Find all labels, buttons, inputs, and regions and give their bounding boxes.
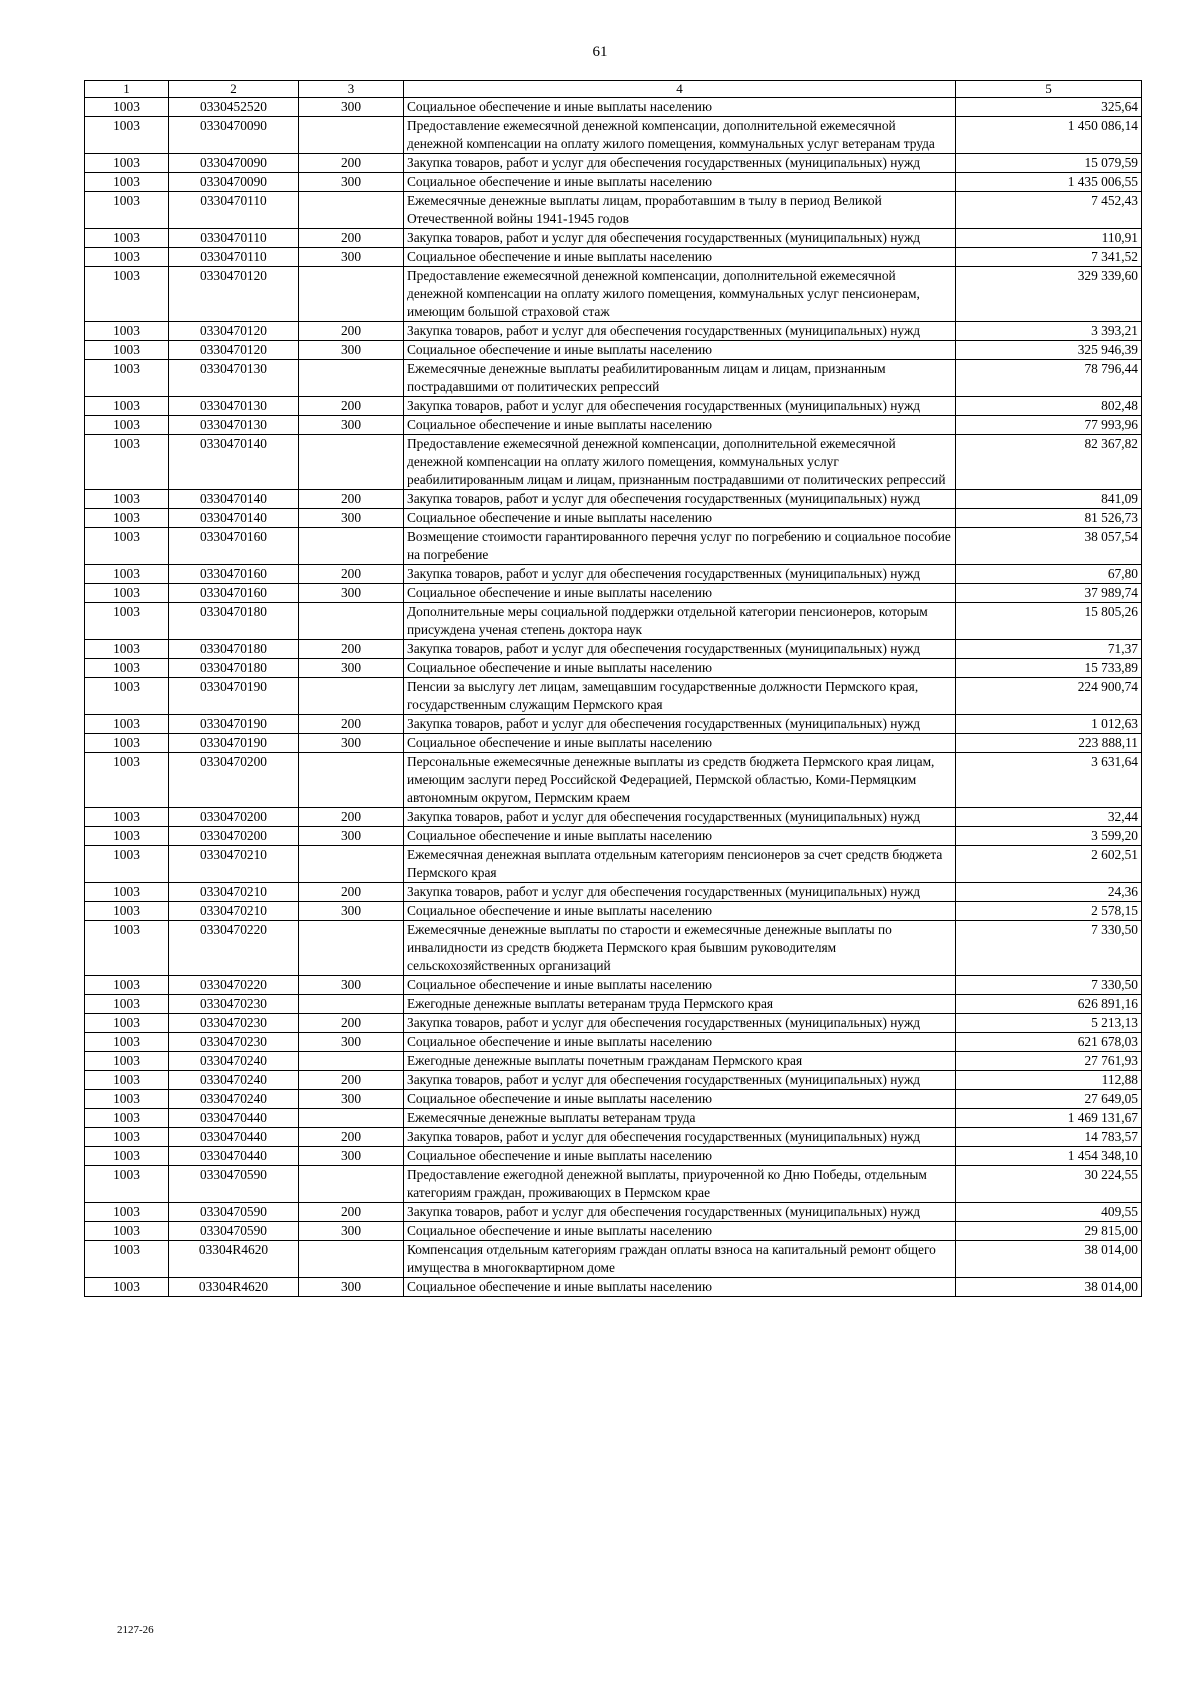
description-cell: Ежемесячные денежные выплаты по старости и ежемесячные денежные выплаты по инвалидности из средств бюджета Пермского края бывшим руководителям сельскохозяйственных организаций bbox=[404, 921, 956, 976]
amount-cell: 29 815,00 bbox=[956, 1222, 1142, 1241]
amount-cell: 626 891,16 bbox=[956, 995, 1142, 1014]
table-row bbox=[85, 734, 1142, 753]
section-cell: 1003 bbox=[85, 584, 169, 603]
amount-cell: 325,64 bbox=[956, 98, 1142, 117]
amount-cell: 224 900,74 bbox=[956, 678, 1142, 715]
section-cell: 1003 bbox=[85, 1014, 169, 1033]
section-cell: 1003 bbox=[85, 267, 169, 322]
target-code-cell: 0330470120 bbox=[169, 267, 299, 322]
expense-type-cell bbox=[299, 192, 404, 229]
amount-cell: 7 330,50 bbox=[956, 921, 1142, 976]
description-cell: Социальное обеспечение и иные выплаты населению bbox=[404, 734, 956, 753]
expense-type-cell: 300 bbox=[299, 98, 404, 117]
section-cell: 1003 bbox=[85, 528, 169, 565]
expense-type-cell: 300 bbox=[299, 1222, 404, 1241]
description-cell: Закупка товаров, работ и услуг для обеспечения государственных (муниципальных) нужд bbox=[404, 397, 956, 416]
expense-type-cell: 300 bbox=[299, 1278, 404, 1297]
column-header: 3 bbox=[299, 81, 404, 98]
description-cell: Ежемесячная денежная выплата отдельным категориям пенсионеров за счет средств бюджета Пермского края bbox=[404, 846, 956, 883]
amount-cell: 30 224,55 bbox=[956, 1166, 1142, 1203]
amount-cell: 38 014,00 bbox=[956, 1241, 1142, 1278]
expense-type-cell: 200 bbox=[299, 1014, 404, 1033]
target-code-cell: 0330470110 bbox=[169, 192, 299, 229]
description-cell: Социальное обеспечение и иные выплаты населению bbox=[404, 416, 956, 435]
section-cell: 1003 bbox=[85, 902, 169, 921]
target-code-cell: 0330470200 bbox=[169, 827, 299, 846]
amount-cell: 77 993,96 bbox=[956, 416, 1142, 435]
section-cell: 1003 bbox=[85, 248, 169, 267]
amount-cell: 38 014,00 bbox=[956, 1278, 1142, 1297]
target-code-cell: 0330470230 bbox=[169, 1033, 299, 1052]
table-row bbox=[85, 416, 1142, 435]
table-row bbox=[85, 659, 1142, 678]
description-cell: Социальное обеспечение и иные выплаты населению bbox=[404, 1278, 956, 1297]
target-code-cell: 0330470590 bbox=[169, 1166, 299, 1203]
amount-cell: 38 057,54 bbox=[956, 528, 1142, 565]
target-code-cell: 0330470240 bbox=[169, 1052, 299, 1071]
section-cell: 1003 bbox=[85, 98, 169, 117]
amount-cell: 1 469 131,67 bbox=[956, 1109, 1142, 1128]
description-cell: Предоставление ежемесячной денежной компенсации, дополнительной ежемесячной денежной компенсации на оплату жилого помещения, коммунальных услуг реабилитированным лицам и лицам, признанным пострадавшими от политических репрессий bbox=[404, 435, 956, 490]
table-row bbox=[85, 1090, 1142, 1109]
section-cell: 1003 bbox=[85, 827, 169, 846]
amount-cell: 223 888,11 bbox=[956, 734, 1142, 753]
table-row bbox=[85, 1033, 1142, 1052]
amount-cell: 2 578,15 bbox=[956, 902, 1142, 921]
expense-type-cell bbox=[299, 117, 404, 154]
target-code-cell: 0330470110 bbox=[169, 229, 299, 248]
table-row bbox=[85, 565, 1142, 584]
table-row bbox=[85, 827, 1142, 846]
table-row bbox=[85, 322, 1142, 341]
target-code-cell: 03304R4620 bbox=[169, 1278, 299, 1297]
target-code-cell: 0330470180 bbox=[169, 659, 299, 678]
table-row bbox=[85, 584, 1142, 603]
table-row bbox=[85, 640, 1142, 659]
section-cell: 1003 bbox=[85, 883, 169, 902]
expense-type-cell bbox=[299, 360, 404, 397]
expense-type-cell bbox=[299, 267, 404, 322]
amount-cell: 81 526,73 bbox=[956, 509, 1142, 528]
column-header: 2 bbox=[169, 81, 299, 98]
table-row bbox=[85, 117, 1142, 154]
amount-cell: 7 452,43 bbox=[956, 192, 1142, 229]
table-header-row bbox=[85, 81, 1142, 98]
section-cell: 1003 bbox=[85, 435, 169, 490]
description-cell: Ежемесячные денежные выплаты реабилитированным лицам и лицам, признанным пострадавшими от политических репрессий bbox=[404, 360, 956, 397]
target-code-cell: 0330470590 bbox=[169, 1222, 299, 1241]
expense-type-cell: 300 bbox=[299, 976, 404, 995]
expense-type-cell bbox=[299, 995, 404, 1014]
expense-type-cell bbox=[299, 678, 404, 715]
expense-type-cell bbox=[299, 1109, 404, 1128]
section-cell: 1003 bbox=[85, 565, 169, 584]
amount-cell: 14 783,57 bbox=[956, 1128, 1142, 1147]
section-cell: 1003 bbox=[85, 1033, 169, 1052]
target-code-cell: 0330470180 bbox=[169, 603, 299, 640]
amount-cell: 1 450 086,14 bbox=[956, 117, 1142, 154]
section-cell: 1003 bbox=[85, 808, 169, 827]
section-cell: 1003 bbox=[85, 1278, 169, 1297]
section-cell: 1003 bbox=[85, 678, 169, 715]
amount-cell: 7 341,52 bbox=[956, 248, 1142, 267]
target-code-cell: 0330470090 bbox=[169, 154, 299, 173]
description-cell: Социальное обеспечение и иные выплаты населению bbox=[404, 98, 956, 117]
expense-type-cell: 200 bbox=[299, 229, 404, 248]
table-row bbox=[85, 1166, 1142, 1203]
section-cell: 1003 bbox=[85, 416, 169, 435]
table-row bbox=[85, 995, 1142, 1014]
amount-cell: 1 454 348,10 bbox=[956, 1147, 1142, 1166]
description-cell: Социальное обеспечение и иные выплаты населению bbox=[404, 1033, 956, 1052]
amount-cell: 802,48 bbox=[956, 397, 1142, 416]
expense-type-cell: 200 bbox=[299, 565, 404, 584]
amount-cell: 3 599,20 bbox=[956, 827, 1142, 846]
section-cell: 1003 bbox=[85, 1109, 169, 1128]
target-code-cell: 0330470200 bbox=[169, 808, 299, 827]
expense-type-cell: 200 bbox=[299, 322, 404, 341]
amount-cell: 841,09 bbox=[956, 490, 1142, 509]
description-cell: Социальное обеспечение и иные выплаты населению bbox=[404, 1222, 956, 1241]
expense-type-cell: 300 bbox=[299, 416, 404, 435]
amount-cell: 325 946,39 bbox=[956, 341, 1142, 360]
table-row bbox=[85, 1203, 1142, 1222]
description-cell: Предоставление ежегодной денежной выплаты, приуроченной ко Дню Победы, отдельным категориям граждан, проживающих в Пермском крае bbox=[404, 1166, 956, 1203]
table-body bbox=[85, 98, 1142, 1297]
table-row bbox=[85, 248, 1142, 267]
description-cell: Пенсии за выслугу лет лицам, замещавшим государственные должности Пермского края, государственным служащим Пермского края bbox=[404, 678, 956, 715]
table-row bbox=[85, 678, 1142, 715]
description-cell: Закупка товаров, работ и услуг для обеспечения государственных (муниципальных) нужд bbox=[404, 808, 956, 827]
table-row bbox=[85, 435, 1142, 490]
table-row bbox=[85, 1278, 1142, 1297]
expense-type-cell: 300 bbox=[299, 659, 404, 678]
expense-type-cell: 300 bbox=[299, 584, 404, 603]
description-cell: Закупка товаров, работ и услуг для обеспечения государственных (муниципальных) нужд bbox=[404, 322, 956, 341]
amount-cell: 82 367,82 bbox=[956, 435, 1142, 490]
target-code-cell: 0330470160 bbox=[169, 528, 299, 565]
amount-cell: 1 435 006,55 bbox=[956, 173, 1142, 192]
table-row bbox=[85, 229, 1142, 248]
table-row bbox=[85, 1128, 1142, 1147]
description-cell: Ежегодные денежные выплаты почетным гражданам Пермского края bbox=[404, 1052, 956, 1071]
description-cell: Компенсация отдельным категориям граждан оплаты взноса на капитальный ремонт общего имущества в многоквартирном доме bbox=[404, 1241, 956, 1278]
expense-type-cell: 200 bbox=[299, 715, 404, 734]
description-cell: Социальное обеспечение и иные выплаты населению bbox=[404, 827, 956, 846]
table-row bbox=[85, 509, 1142, 528]
description-cell: Социальное обеспечение и иные выплаты населению bbox=[404, 341, 956, 360]
amount-cell: 112,88 bbox=[956, 1071, 1142, 1090]
description-cell: Закупка товаров, работ и услуг для обеспечения государственных (муниципальных) нужд bbox=[404, 229, 956, 248]
amount-cell: 409,55 bbox=[956, 1203, 1142, 1222]
section-cell: 1003 bbox=[85, 1071, 169, 1090]
table-row bbox=[85, 267, 1142, 322]
footer-code: 2127-26 bbox=[117, 1624, 154, 1636]
table-row bbox=[85, 173, 1142, 192]
expense-type-cell: 300 bbox=[299, 902, 404, 921]
target-code-cell: 0330470190 bbox=[169, 734, 299, 753]
target-code-cell: 0330470590 bbox=[169, 1203, 299, 1222]
description-cell: Ежегодные денежные выплаты ветеранам труда Пермского края bbox=[404, 995, 956, 1014]
section-cell: 1003 bbox=[85, 1052, 169, 1071]
target-code-cell: 0330470180 bbox=[169, 640, 299, 659]
description-cell: Социальное обеспечение и иные выплаты населению bbox=[404, 1090, 956, 1109]
target-code-cell: 0330452520 bbox=[169, 98, 299, 117]
target-code-cell: 0330470140 bbox=[169, 509, 299, 528]
table-row bbox=[85, 1109, 1142, 1128]
target-code-cell: 0330470230 bbox=[169, 995, 299, 1014]
expense-type-cell: 300 bbox=[299, 341, 404, 360]
expense-type-cell: 200 bbox=[299, 640, 404, 659]
section-cell: 1003 bbox=[85, 117, 169, 154]
table-row bbox=[85, 902, 1142, 921]
section-cell: 1003 bbox=[85, 995, 169, 1014]
expense-type-cell bbox=[299, 528, 404, 565]
amount-cell: 71,37 bbox=[956, 640, 1142, 659]
amount-cell: 110,91 bbox=[956, 229, 1142, 248]
section-cell: 1003 bbox=[85, 1241, 169, 1278]
target-code-cell: 0330470240 bbox=[169, 1090, 299, 1109]
expense-type-cell: 200 bbox=[299, 154, 404, 173]
description-cell: Предоставление ежемесячной денежной компенсации, дополнительной ежемесячной денежной компенсации на оплату жилого помещения, коммунальных услуг ветеранам труда bbox=[404, 117, 956, 154]
table-row bbox=[85, 603, 1142, 640]
amount-cell: 67,80 bbox=[956, 565, 1142, 584]
amount-cell: 2 602,51 bbox=[956, 846, 1142, 883]
description-cell: Ежемесячные денежные выплаты лицам, проработавшим в тылу в период Великой Отечественной войны 1941-1945 годов bbox=[404, 192, 956, 229]
table-row bbox=[85, 528, 1142, 565]
expense-type-cell bbox=[299, 603, 404, 640]
amount-cell: 5 213,13 bbox=[956, 1014, 1142, 1033]
table-row bbox=[85, 1071, 1142, 1090]
target-code-cell: 0330470210 bbox=[169, 846, 299, 883]
amount-cell: 621 678,03 bbox=[956, 1033, 1142, 1052]
column-header: 1 bbox=[85, 81, 169, 98]
description-cell: Предоставление ежемесячной денежной компенсации, дополнительной ежемесячной денежной компенсации на оплату жилого помещения, коммунальных услуг пенсионерам, имеющим большой страховой стаж bbox=[404, 267, 956, 322]
target-code-cell: 0330470160 bbox=[169, 584, 299, 603]
target-code-cell: 0330470440 bbox=[169, 1128, 299, 1147]
expense-type-cell: 300 bbox=[299, 827, 404, 846]
target-code-cell: 0330470440 bbox=[169, 1147, 299, 1166]
section-cell: 1003 bbox=[85, 1203, 169, 1222]
section-cell: 1003 bbox=[85, 1090, 169, 1109]
amount-cell: 7 330,50 bbox=[956, 976, 1142, 995]
section-cell: 1003 bbox=[85, 192, 169, 229]
table-row bbox=[85, 490, 1142, 509]
amount-cell: 329 339,60 bbox=[956, 267, 1142, 322]
section-cell: 1003 bbox=[85, 976, 169, 995]
expense-type-cell bbox=[299, 1241, 404, 1278]
table-row bbox=[85, 883, 1142, 902]
table-row bbox=[85, 921, 1142, 976]
expense-type-cell: 200 bbox=[299, 1203, 404, 1222]
description-cell: Закупка товаров, работ и услуг для обеспечения государственных (муниципальных) нужд bbox=[404, 490, 956, 509]
description-cell: Социальное обеспечение и иные выплаты населению bbox=[404, 248, 956, 267]
target-code-cell: 0330470220 bbox=[169, 921, 299, 976]
target-code-cell: 0330470120 bbox=[169, 322, 299, 341]
target-code-cell: 0330470140 bbox=[169, 490, 299, 509]
amount-cell: 24,36 bbox=[956, 883, 1142, 902]
description-cell: Социальное обеспечение и иные выплаты населению bbox=[404, 584, 956, 603]
target-code-cell: 0330470130 bbox=[169, 416, 299, 435]
table-row bbox=[85, 846, 1142, 883]
description-cell: Закупка товаров, работ и услуг для обеспечения государственных (муниципальных) нужд bbox=[404, 1014, 956, 1033]
column-header: 4 bbox=[404, 81, 956, 98]
section-cell: 1003 bbox=[85, 509, 169, 528]
section-cell: 1003 bbox=[85, 322, 169, 341]
table-row bbox=[85, 1241, 1142, 1278]
amount-cell: 1 012,63 bbox=[956, 715, 1142, 734]
expense-type-cell: 300 bbox=[299, 1090, 404, 1109]
expense-type-cell: 200 bbox=[299, 808, 404, 827]
table-row bbox=[85, 154, 1142, 173]
section-cell: 1003 bbox=[85, 659, 169, 678]
description-cell: Закупка товаров, работ и услуг для обеспечения государственных (муниципальных) нужд bbox=[404, 1128, 956, 1147]
section-cell: 1003 bbox=[85, 603, 169, 640]
expense-type-cell: 300 bbox=[299, 509, 404, 528]
expense-type-cell bbox=[299, 435, 404, 490]
description-cell: Ежемесячные денежные выплаты ветеранам труда bbox=[404, 1109, 956, 1128]
target-code-cell: 0330470140 bbox=[169, 435, 299, 490]
table-row bbox=[85, 715, 1142, 734]
section-cell: 1003 bbox=[85, 173, 169, 192]
target-code-cell: 0330470190 bbox=[169, 715, 299, 734]
table-row bbox=[85, 1052, 1142, 1071]
amount-cell: 3 631,64 bbox=[956, 753, 1142, 808]
section-cell: 1003 bbox=[85, 397, 169, 416]
expense-type-cell: 200 bbox=[299, 1071, 404, 1090]
amount-cell: 27 649,05 bbox=[956, 1090, 1142, 1109]
description-cell: Закупка товаров, работ и услуг для обеспечения государственных (муниципальных) нужд bbox=[404, 565, 956, 584]
expense-type-cell: 300 bbox=[299, 734, 404, 753]
description-cell: Социальное обеспечение и иные выплаты населению bbox=[404, 509, 956, 528]
amount-cell: 15 079,59 bbox=[956, 154, 1142, 173]
target-code-cell: 0330470230 bbox=[169, 1014, 299, 1033]
target-code-cell: 03304R4620 bbox=[169, 1241, 299, 1278]
section-cell: 1003 bbox=[85, 1147, 169, 1166]
budget-table bbox=[84, 80, 1142, 1297]
description-cell: Закупка товаров, работ и услуг для обеспечения государственных (муниципальных) нужд bbox=[404, 154, 956, 173]
table-row bbox=[85, 192, 1142, 229]
description-cell: Персональные ежемесячные денежные выплаты из средств бюджета Пермского края лицам, имеющим заслуги перед Российской Федерацией, Пермской областью, Коми-Пермяцким автономным округом, Пермским краем bbox=[404, 753, 956, 808]
expense-type-cell bbox=[299, 753, 404, 808]
section-cell: 1003 bbox=[85, 846, 169, 883]
amount-cell: 15 733,89 bbox=[956, 659, 1142, 678]
table-row bbox=[85, 808, 1142, 827]
table-row bbox=[85, 98, 1142, 117]
description-cell: Закупка товаров, работ и услуг для обеспечения государственных (муниципальных) нужд bbox=[404, 1203, 956, 1222]
table-row bbox=[85, 1014, 1142, 1033]
description-cell: Закупка товаров, работ и услуг для обеспечения государственных (муниципальных) нужд bbox=[404, 883, 956, 902]
target-code-cell: 0330470130 bbox=[169, 360, 299, 397]
description-cell: Закупка товаров, работ и услуг для обеспечения государственных (муниципальных) нужд bbox=[404, 715, 956, 734]
column-header: 5 bbox=[956, 81, 1142, 98]
expense-type-cell bbox=[299, 1052, 404, 1071]
section-cell: 1003 bbox=[85, 1222, 169, 1241]
target-code-cell: 0330470160 bbox=[169, 565, 299, 584]
description-cell: Возмещение стоимости гарантированного перечня услуг по погребению и социальное пособие на погребение bbox=[404, 528, 956, 565]
target-code-cell: 0330470440 bbox=[169, 1109, 299, 1128]
amount-cell: 32,44 bbox=[956, 808, 1142, 827]
target-code-cell: 0330470110 bbox=[169, 248, 299, 267]
expense-type-cell: 200 bbox=[299, 490, 404, 509]
expense-type-cell: 200 bbox=[299, 397, 404, 416]
target-code-cell: 0330470090 bbox=[169, 173, 299, 192]
target-code-cell: 0330470240 bbox=[169, 1071, 299, 1090]
amount-cell: 15 805,26 bbox=[956, 603, 1142, 640]
expense-type-cell: 200 bbox=[299, 883, 404, 902]
amount-cell: 37 989,74 bbox=[956, 584, 1142, 603]
expense-type-cell: 300 bbox=[299, 248, 404, 267]
section-cell: 1003 bbox=[85, 154, 169, 173]
expense-type-cell bbox=[299, 1166, 404, 1203]
section-cell: 1003 bbox=[85, 360, 169, 397]
description-cell: Социальное обеспечение и иные выплаты населению bbox=[404, 976, 956, 995]
section-cell: 1003 bbox=[85, 341, 169, 360]
expense-type-cell: 300 bbox=[299, 173, 404, 192]
expense-type-cell bbox=[299, 846, 404, 883]
target-code-cell: 0330470220 bbox=[169, 976, 299, 995]
table-row bbox=[85, 397, 1142, 416]
amount-cell: 78 796,44 bbox=[956, 360, 1142, 397]
description-cell: Закупка товаров, работ и услуг для обеспечения государственных (муниципальных) нужд bbox=[404, 640, 956, 659]
expense-type-cell bbox=[299, 921, 404, 976]
page-number: 61 bbox=[592, 44, 608, 60]
section-cell: 1003 bbox=[85, 734, 169, 753]
table-row bbox=[85, 341, 1142, 360]
amount-cell: 27 761,93 bbox=[956, 1052, 1142, 1071]
section-cell: 1003 bbox=[85, 229, 169, 248]
table-row bbox=[85, 753, 1142, 808]
table-row bbox=[85, 360, 1142, 397]
section-cell: 1003 bbox=[85, 715, 169, 734]
table-row bbox=[85, 1147, 1142, 1166]
target-code-cell: 0330470190 bbox=[169, 678, 299, 715]
target-code-cell: 0330470210 bbox=[169, 902, 299, 921]
section-cell: 1003 bbox=[85, 490, 169, 509]
target-code-cell: 0330470090 bbox=[169, 117, 299, 154]
expense-type-cell: 200 bbox=[299, 1128, 404, 1147]
target-code-cell: 0330470120 bbox=[169, 341, 299, 360]
section-cell: 1003 bbox=[85, 1128, 169, 1147]
target-code-cell: 0330470130 bbox=[169, 397, 299, 416]
table-row bbox=[85, 976, 1142, 995]
description-cell: Закупка товаров, работ и услуг для обеспечения государственных (муниципальных) нужд bbox=[404, 1071, 956, 1090]
target-code-cell: 0330470200 bbox=[169, 753, 299, 808]
expense-type-cell: 300 bbox=[299, 1033, 404, 1052]
description-cell: Социальное обеспечение и иные выплаты населению bbox=[404, 1147, 956, 1166]
expense-type-cell: 300 bbox=[299, 1147, 404, 1166]
section-cell: 1003 bbox=[85, 753, 169, 808]
section-cell: 1003 bbox=[85, 921, 169, 976]
description-cell: Социальное обеспечение и иные выплаты населению bbox=[404, 173, 956, 192]
description-cell: Дополнительные меры социальной поддержки отдельной категории пенсионеров, которым присуждена ученая степень доктора наук bbox=[404, 603, 956, 640]
section-cell: 1003 bbox=[85, 1166, 169, 1203]
table-row bbox=[85, 1222, 1142, 1241]
target-code-cell: 0330470210 bbox=[169, 883, 299, 902]
section-cell: 1003 bbox=[85, 640, 169, 659]
amount-cell: 3 393,21 bbox=[956, 322, 1142, 341]
description-cell: Социальное обеспечение и иные выплаты населению bbox=[404, 902, 956, 921]
description-cell: Социальное обеспечение и иные выплаты населению bbox=[404, 659, 956, 678]
